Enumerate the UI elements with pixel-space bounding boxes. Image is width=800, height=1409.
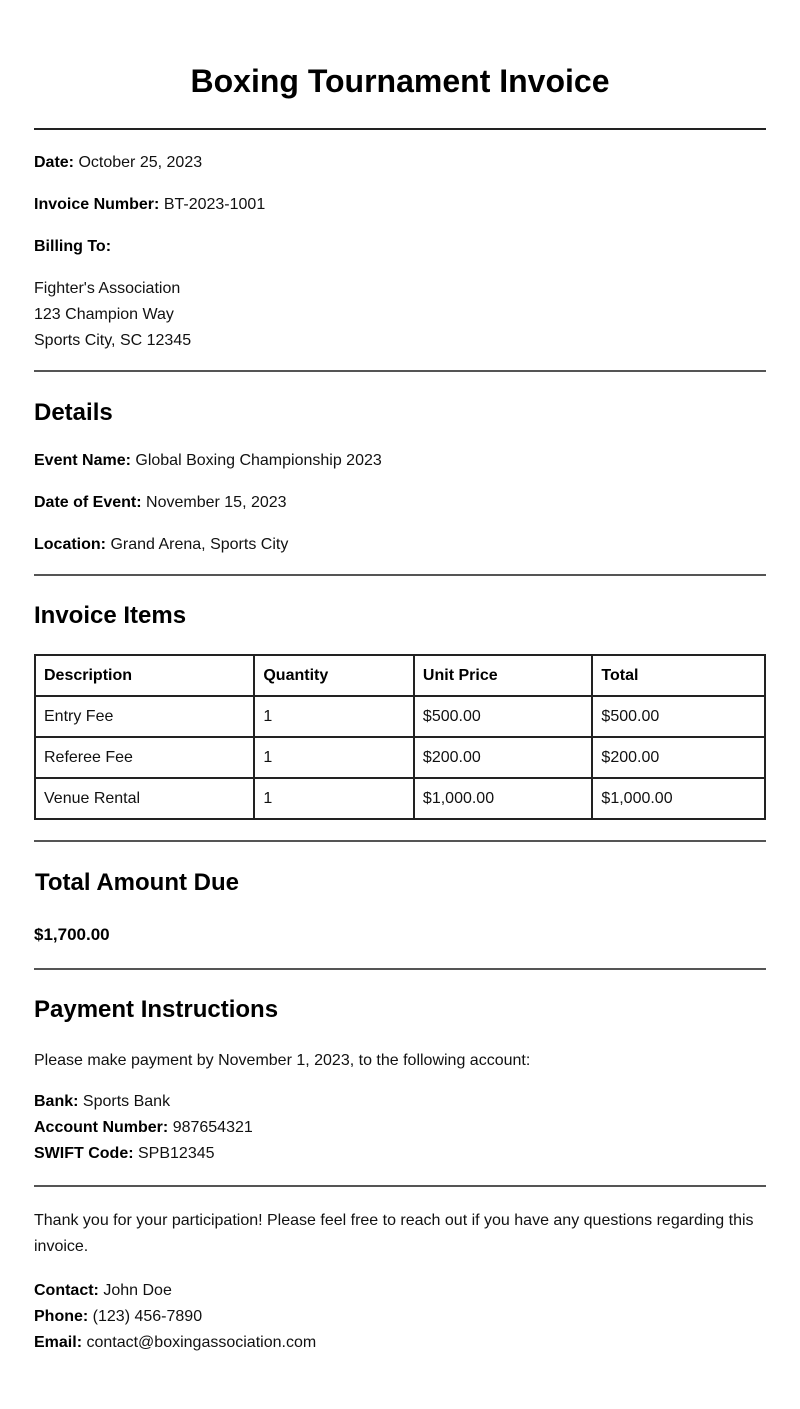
event-name-value: Global Boxing Championship 2023 bbox=[135, 452, 382, 469]
swift-code-value: SPB12345 bbox=[138, 1145, 215, 1162]
location-label: Location: bbox=[34, 536, 106, 553]
details-section bbox=[34, 372, 766, 558]
items-table bbox=[34, 654, 766, 820]
billing-address bbox=[34, 276, 766, 354]
thank-you-note: Thank you for your participation! Please feel free to reach out if you have any questions regarding this invoice. bbox=[34, 1212, 754, 1255]
items-section bbox=[34, 576, 766, 840]
bank-line bbox=[34, 1089, 766, 1115]
items-heading: Invoice Items bbox=[34, 602, 187, 629]
phone-label: Phone: bbox=[34, 1308, 89, 1325]
column-header: Quantity bbox=[254, 655, 414, 696]
item-unit-price: $1,000.00 bbox=[414, 778, 593, 819]
account-number-value: 987654321 bbox=[172, 1119, 253, 1136]
item-unit-price: $200.00 bbox=[414, 737, 593, 778]
invoice-number-label: Invoice Number: bbox=[34, 196, 160, 213]
item-total: $1,000.00 bbox=[592, 778, 765, 819]
invoice-number-value: BT-2023-1001 bbox=[163, 196, 266, 213]
payment-heading: Payment Instructions bbox=[34, 996, 279, 1023]
table-header-row bbox=[35, 655, 765, 696]
table-row bbox=[35, 778, 765, 819]
bank-label: Bank: bbox=[34, 1093, 79, 1110]
invoice-number-line bbox=[34, 192, 766, 218]
event-date-value: November 15, 2023 bbox=[146, 494, 287, 511]
swift-code-label: SWIFT Code: bbox=[34, 1145, 134, 1162]
event-name-label: Event Name: bbox=[34, 452, 131, 469]
location-value: Grand Arena, Sports City bbox=[110, 536, 289, 553]
item-quantity: 1 bbox=[254, 696, 414, 737]
contact-label: Contact: bbox=[34, 1282, 99, 1299]
payment-intro: Please make payment by November 1, 2023, to the following account: bbox=[34, 1052, 531, 1069]
table-row bbox=[35, 696, 765, 737]
event-date-label: Date of Event: bbox=[34, 494, 142, 511]
phone-line bbox=[34, 1304, 766, 1330]
footer-section bbox=[34, 1187, 766, 1356]
account-number-line bbox=[34, 1115, 766, 1141]
table-row bbox=[35, 737, 765, 778]
item-total: $500.00 bbox=[592, 696, 765, 737]
billing-label-line bbox=[34, 234, 766, 260]
date-label: Date: bbox=[34, 154, 75, 171]
total-heading: Total Amount Due bbox=[35, 869, 239, 896]
item-unit-price: $500.00 bbox=[414, 696, 593, 737]
phone-value: (123) 456-7890 bbox=[92, 1308, 203, 1325]
item-total: $200.00 bbox=[592, 737, 765, 778]
page-title: Boxing Tournament Invoice bbox=[190, 63, 610, 99]
billing-address-line: 123 Champion Way bbox=[34, 306, 174, 323]
item-description: Referee Fee bbox=[35, 737, 254, 778]
item-quantity: 1 bbox=[254, 778, 414, 819]
item-quantity: 1 bbox=[254, 737, 414, 778]
total-section bbox=[34, 842, 766, 968]
billing-address-line: Fighter's Association bbox=[34, 280, 181, 297]
bank-value: Sports Bank bbox=[82, 1093, 171, 1110]
email-label: Email: bbox=[34, 1334, 83, 1351]
swift-code-line bbox=[34, 1141, 766, 1167]
item-description: Entry Fee bbox=[35, 696, 254, 737]
column-header: Unit Price bbox=[414, 655, 593, 696]
billing-address-line: Sports City, SC 12345 bbox=[34, 332, 192, 349]
details-heading: Details bbox=[34, 399, 113, 426]
contact-value: John Doe bbox=[103, 1282, 172, 1299]
total-amount: $1,700.00 bbox=[34, 925, 110, 944]
event-date-line bbox=[34, 490, 766, 516]
contact-line bbox=[34, 1278, 766, 1304]
event-name-line bbox=[34, 448, 766, 474]
email-value: contact@boxingassociation.com bbox=[86, 1334, 317, 1351]
payment-section bbox=[34, 970, 766, 1185]
billing-label: Billing To: bbox=[34, 238, 112, 255]
column-header: Description bbox=[35, 655, 254, 696]
column-header: Total bbox=[592, 655, 765, 696]
date-value: October 25, 2023 bbox=[78, 154, 203, 171]
item-description: Venue Rental bbox=[35, 778, 254, 819]
account-number-label: Account Number: bbox=[34, 1119, 169, 1136]
invoice-header bbox=[34, 130, 766, 354]
date-line bbox=[34, 150, 766, 176]
email-line bbox=[34, 1330, 766, 1356]
location-line bbox=[34, 532, 766, 558]
